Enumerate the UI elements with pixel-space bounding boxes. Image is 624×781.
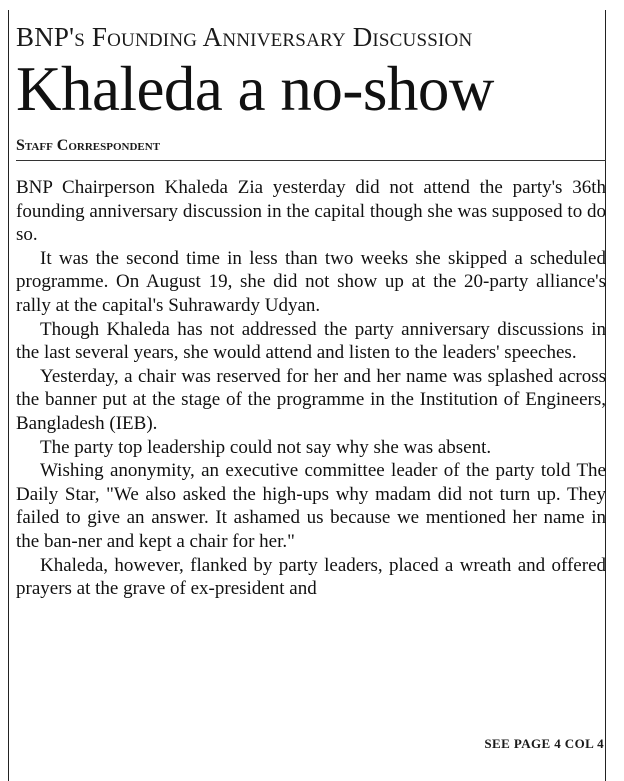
article-byline: Staff Correspondent	[16, 137, 161, 154]
paragraph-6: Wishing anonymity, an executive committee leader of the party told The Daily Star, "We also asked the high-ups why madam did not turn up. They failed to give an answer. It ashamed us because we mentioned her name in the ban-ner and kept a chair for her."	[16, 460, 606, 552]
paragraph-3: Though Khaleda has not addressed the party anniversary discussions in the last several years, she would attend and listen to the leaders' speeches.	[16, 318, 606, 364]
continuation-note: SEE PAGE 4 COL 4	[484, 736, 604, 751]
paragraph-7: Khaleda, however, flanked by party leaders, placed a wreath and offered prayers at the grave of ex-president and	[16, 554, 606, 600]
article-headline: Khaleda a no-show	[16, 54, 494, 124]
paragraph-4: Yesterday, a chair was reserved for her and her name was splashed across the banner put at the stage of the programme in the Institution of Engineers, Bangladesh (IEB).	[16, 365, 606, 434]
paragraph-2: It was the second time in less than two weeks she skipped a scheduled programme. On August 19, she did not show up at the 20-party alliance's rally at the capital's Suhrawardy Udyan.	[16, 247, 606, 316]
paragraph-5: The party top leadership could not say why she was absent.	[40, 436, 492, 458]
article-kicker: BNP's Founding Anniversary Discussion	[16, 22, 473, 52]
article-body	[16, 176, 606, 601]
byline-rule	[16, 160, 606, 161]
paragraph-1: BNP Chairperson Khaleda Zia yesterday did not attend the party's 36th founding anniversary discussion in the capital though she was supposed to do so.	[16, 177, 606, 246]
